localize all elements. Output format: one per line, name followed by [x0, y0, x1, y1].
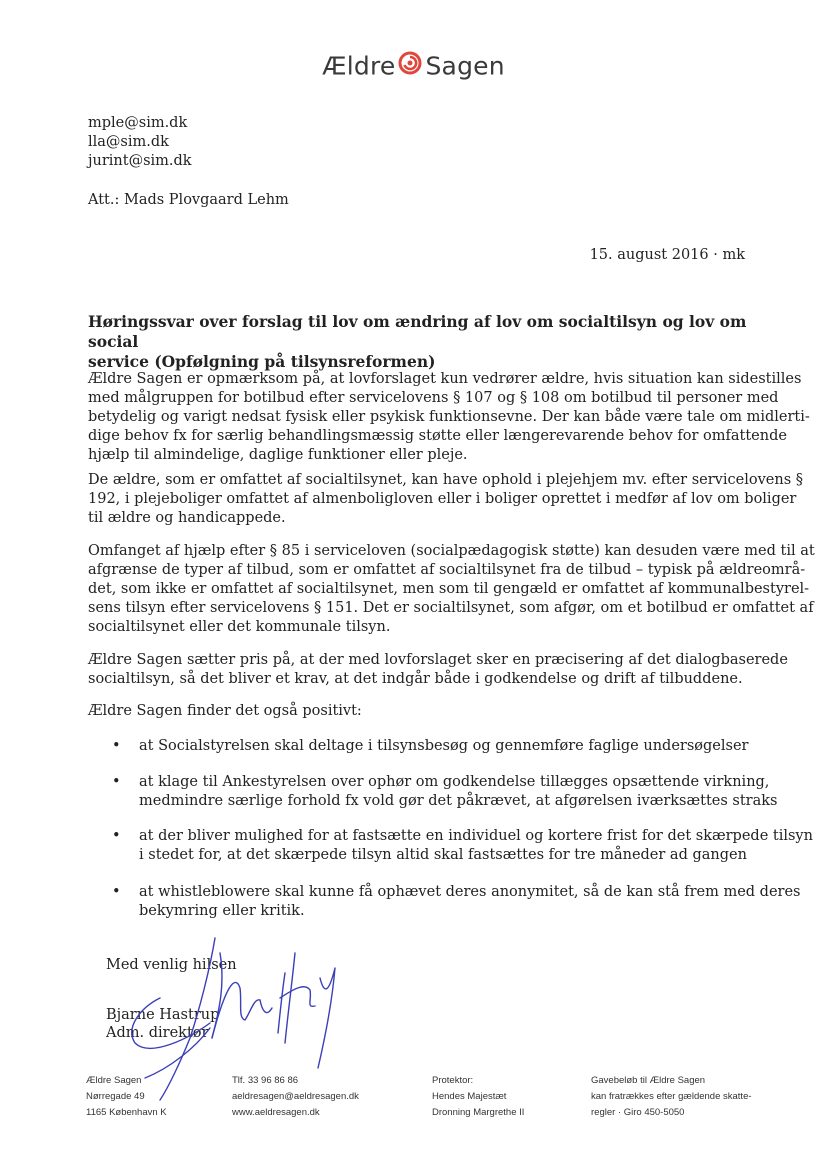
signatory-name: Bjarne Hastrup	[106, 1007, 220, 1023]
brand-name-right: Sagen	[425, 51, 505, 81]
letter-date: 15. august 2016 · mk	[589, 247, 745, 263]
list-item-text	[139, 773, 778, 811]
list-item-text	[139, 883, 801, 921]
list-item-line: at klage til Ankestyrelsen over ophør om godkendelse tillægges opsættende virkning,	[139, 774, 770, 790]
bullet-icon: •	[112, 884, 121, 900]
paragraph-line: betydelig og varigt nedsat fysisk eller psykisk funktionsevne. Der kan både være tale om midlerti-	[88, 409, 810, 425]
list-item-text: at Socialstyrelsen skal deltage i tilsynsbesøg og gennemføre faglige undersøgelser	[139, 738, 749, 754]
recipient-email: jurint@sim.dk	[88, 153, 192, 169]
paragraph-line: afgrænse de typer af tilbud, som er omfattet af socialtilsynet fra de tilbud – typisk på ældreområ-	[88, 562, 806, 578]
footer-line: Protektor:	[432, 1075, 474, 1086]
footer-contact	[232, 1073, 359, 1121]
paragraph-line: 192, i plejeboliger omfattet af almenboligloven eller i boliger oprettet i medfør af lov om boliger	[88, 491, 797, 507]
footer-email-link[interactable]: aeldresagen@aeldresagen.dk	[232, 1091, 359, 1102]
footer-patron	[432, 1073, 524, 1121]
paragraph-line: dige behov fx for særlig behandlingsmæssig støtte eller længerevarende behov for omfattende	[88, 428, 787, 444]
paragraph-line: det, som ikke er omfattet af socialtilsynet, men som til gengæld er omfattet af kommunalbestyrel-	[88, 581, 810, 597]
paragraph-line: Ældre Sagen finder det også positivt:	[88, 703, 362, 719]
paragraph-line: sens tilsyn efter servicelovens § 151. Det er socialtilsynet, som afgør, om et botilbud er omfattet af	[88, 600, 814, 616]
footer-line: kan fratrækkes efter gældende skatte-	[591, 1091, 752, 1102]
footer-line: Gavebeløb til Ældre Sagen	[591, 1075, 706, 1086]
footer-line: 1165 København K	[86, 1107, 167, 1118]
title-line: Høringssvar over forslag til lov om ændring af lov om socialtilsyn og lov om social	[88, 312, 747, 351]
footer-line: Ældre Sagen	[86, 1075, 142, 1086]
footer-line: regler · Giro 450-5050	[591, 1107, 685, 1118]
footer-line: Dronning Margrethe II	[432, 1107, 525, 1118]
footer-line: Hendes Majestæt	[432, 1091, 507, 1102]
paragraph-line: Omfanget af hjælp efter § 85 i serviceloven (socialpædagogisk støtte) kan desuden være med til at	[88, 543, 815, 559]
list-item-line: at der bliver mulighed for at fastsætte en individuel og kortere frist for det skærpede tilsyn	[139, 828, 813, 844]
letter-title	[88, 312, 748, 372]
footer-donations	[591, 1073, 752, 1121]
attention-line: Att.: Mads Plovgaard Lehm	[88, 192, 289, 208]
list-item-line: i stedet for, at det skærpede tilsyn altid skal fastsættes for tre måneder ad gangen	[139, 847, 747, 863]
swirl-logo-icon	[398, 51, 422, 81]
bullet-icon: •	[112, 738, 121, 754]
paragraph-line: De ældre, som er omfattet af socialtilsynet, kan have ophold i plejehjem mv. efter servicelovens §	[88, 472, 803, 488]
recipient-email: lla@sim.dk	[88, 134, 169, 150]
list-item-line: at whistleblowere skal kunne få ophævet deres anonymitet, så de kan stå frem med deres	[139, 884, 801, 900]
paragraph-line: hjælp til almindelige, daglige funktioner eller pleje.	[88, 447, 468, 463]
footer-line: Nørregade 49	[86, 1091, 145, 1102]
footer-phone: Tlf. 33 96 86 86	[232, 1075, 299, 1086]
list-item-line: medmindre særlige forhold fx vold gør det påkrævet, at afgørelsen iværksættes straks	[139, 793, 778, 809]
recipient-email: mple@sim.dk	[88, 115, 188, 131]
body-paragraph	[88, 471, 803, 528]
body-paragraph	[88, 370, 810, 465]
paragraph-line: Ældre Sagen sætter pris på, at der med lovforslaget sker en præcisering af det dialogbaserede	[88, 652, 788, 668]
bullet-icon: •	[112, 774, 121, 790]
list-item-line: bekymring eller kritik.	[139, 903, 305, 919]
paragraph-line: socialtilsyn, så det bliver et krav, at det indgår både i godkendelse og drift af tilbuddene.	[88, 671, 743, 687]
list-item-text	[139, 827, 813, 865]
closing-greeting: Med venlig hilsen	[106, 957, 237, 973]
body-paragraph	[88, 651, 788, 689]
bullet-icon: •	[112, 828, 121, 844]
paragraph-line: Ældre Sagen er opmærksom på, at lovforslaget kun vedrører ældre, hvis situation kan sidestilles	[88, 371, 802, 387]
paragraph-line: socialtilsynet eller det kommunale tilsyn.	[88, 619, 391, 635]
body-paragraph	[88, 542, 815, 637]
paragraph-line: til ældre og handicappede.	[88, 510, 286, 526]
footer-website-link[interactable]: www.aeldresagen.dk	[232, 1107, 320, 1118]
paragraph-line: med målgruppen for botilbud efter servicelovens § 107 og § 108 om botilbud til personer med	[88, 390, 779, 406]
title-line: service (Opfølgning på tilsynsreformen)	[88, 352, 436, 371]
signatory-role: Adm. direktør	[106, 1025, 209, 1041]
body-paragraph	[88, 702, 750, 721]
brand-name-left: Ældre	[322, 51, 396, 81]
letterhead-logo	[0, 50, 827, 81]
footer-address	[86, 1073, 167, 1121]
